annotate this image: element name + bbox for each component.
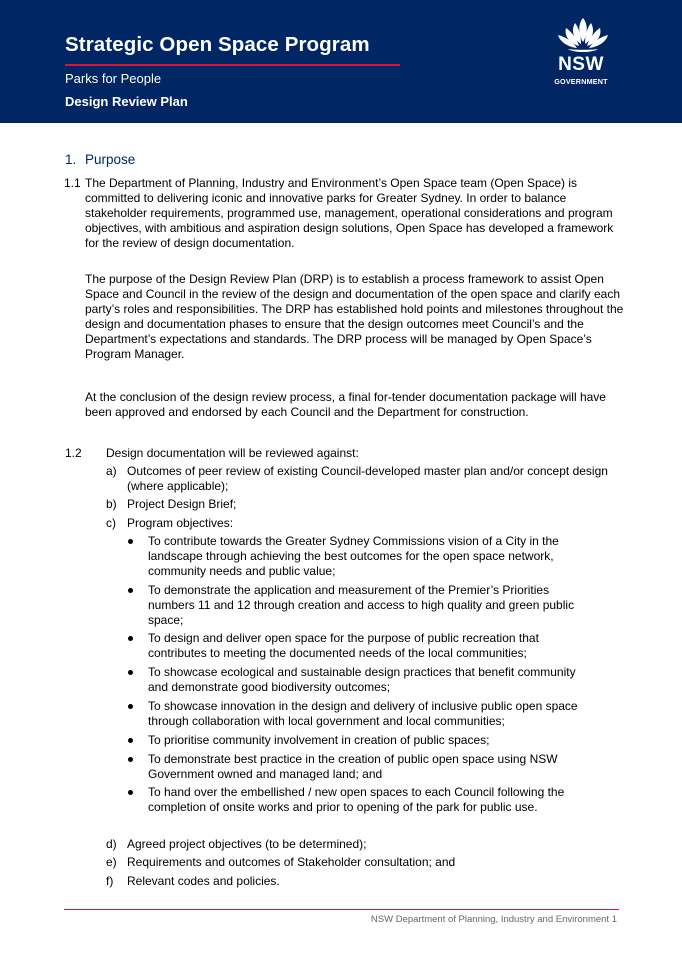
section-heading [65, 152, 135, 167]
bullet-icon [128, 670, 133, 675]
list-item [106, 855, 622, 870]
bullet-icon [128, 738, 133, 743]
bullet-item [148, 752, 598, 782]
bullet-item [148, 534, 598, 579]
nsw-government-logo [548, 14, 618, 90]
bullet-text: To demonstrate best practice in the creation of public open space using NSW Government owned and managed land; and [148, 752, 558, 781]
list-item [106, 837, 622, 852]
document-title: Design Review Plan [65, 94, 188, 109]
bullet-item [148, 699, 608, 729]
clause-number: 1.2 [65, 446, 82, 460]
list-text: Requirements and outcomes of Stakeholder consultation; and [127, 855, 456, 869]
logo-government-text: GOVERNMENT [554, 77, 608, 86]
program-title: Strategic Open Space Program [65, 33, 370, 56]
section-number: 1. [65, 152, 77, 167]
bullet-icon [128, 704, 133, 709]
list-label: f) [106, 874, 114, 888]
clause-intro: Design documentation will be reviewed against: [106, 446, 359, 460]
list-label: a) [106, 464, 117, 478]
bullet-text: To hand over the embellished / new open spaces to each Council following the completion of onsite works and prior to opening of the park for public use. [148, 785, 565, 814]
list-text: Program objectives: [127, 516, 234, 530]
bullet-item [148, 583, 598, 628]
bullet-text: To design and deliver open space for the purpose of public recreation that contributes to meeting the documented needs of the local communities; [148, 631, 539, 660]
list-item [106, 516, 622, 531]
title-underline [65, 64, 400, 66]
bullet-item [148, 665, 598, 695]
paragraph: The Department of Planning, Industry and Environment’s Open Space team (Open Space) is committed to delivering iconic and innovative parks for Greater Sydney. In order to balance stakeholder requirements, programmed use, management, operational considerations and program objectives, with ambitious and aspiration design solutions, Open Space has developed a framework for the review of design documentation. [85, 176, 614, 250]
list-text: Agreed project objectives (to be determined); [127, 837, 367, 851]
section-title: Purpose [85, 152, 136, 167]
waratah-icon [554, 14, 612, 54]
program-subtitle: Parks for People [65, 71, 162, 86]
paragraph: At the conclusion of the design review process, a final for-tender documentation package will have been approved and endorsed by each Council and the Department for construction. [85, 390, 606, 419]
bullet-icon [128, 588, 133, 593]
logo-nsw-text: NSW [558, 54, 604, 75]
header-banner [0, 0, 682, 123]
list-label: c) [106, 516, 116, 530]
bullet-text: To showcase innovation in the design and delivery of inclusive public open space through collaboration with local government and local communities; [148, 699, 578, 728]
bullet-icon [128, 757, 133, 762]
footer-divider [64, 909, 619, 910]
bullet-text: To prioritise community involvement in creation of public spaces; [148, 733, 490, 747]
footer-text: NSW Department of Planning, Industry and Environment 1 [370, 914, 617, 925]
bullet-text: To showcase ecological and sustainable design practices that benefit community and demonstrate good biodiversity outcomes; [148, 665, 576, 694]
bullet-icon [128, 539, 133, 544]
list-item [106, 874, 622, 889]
list-item [106, 497, 622, 512]
bullet-item [148, 733, 598, 748]
paragraph: The purpose of the Design Review Plan (DRP) is to establish a process framework to assist Open Space and Council in the review of the design and documentation of the open space and clarify each party’s roles and responsibilities. The DRP has established hold points and milestones throughout the design and documentation phases to ensure that the design outcomes meet Council’s and the Department’s expectations and standards. The DRP process will be managed by Open Space’s Program Manager. [85, 272, 624, 361]
list-label: b) [106, 497, 117, 511]
bullet-text: To contribute towards the Greater Sydney Commissions vision of a City in the landscape through achieving the best outcomes for the open space network, community needs and public value; [148, 534, 559, 578]
bullet-icon [128, 790, 133, 795]
clause-number: 1.1 [64, 176, 81, 190]
bullet-item [148, 631, 598, 661]
list-text: Relevant codes and policies. [127, 874, 280, 888]
bullet-item [148, 785, 603, 815]
list-label: d) [106, 837, 117, 851]
list-text: Outcomes of peer review of existing Council-developed master plan and/or concept design (where applicable); [127, 464, 608, 493]
list-label: e) [106, 855, 117, 869]
list-text: Project Design Brief; [127, 497, 237, 511]
bullet-text: To demonstrate the application and measurement of the Premier’s Priorities numbers 11 and 12 through creation and access to high quality and green public space; [148, 583, 575, 627]
list-item [106, 464, 622, 494]
bullet-icon [128, 636, 133, 641]
